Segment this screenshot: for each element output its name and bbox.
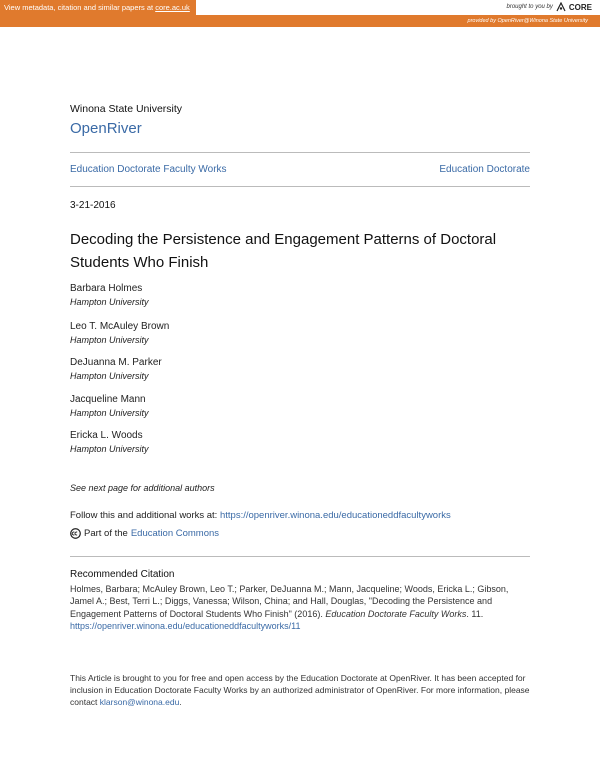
publication-date: 3-21-2016 [70,200,116,211]
see-next-page-note: See next page for additional authors [70,483,215,493]
author-name: Ericka L. Woods [70,430,143,441]
part-of-line [70,528,219,539]
contact-email-link[interactable]: klarson@winona.edu [99,697,180,707]
core-logo[interactable]: CORE [568,2,592,12]
author-name: Leo T. McAuley Brown [70,321,170,332]
repository-name[interactable]: OpenRiver [70,120,142,137]
follow-url-link[interactable]: https://openriver.winona.edu/educationeddfacultyworks [219,510,451,521]
divider-citation [70,556,530,557]
author-block [70,430,149,454]
author-block [70,394,149,418]
core-ac-uk-link[interactable]: core.ac.uk [155,3,190,12]
brought-text: brought to you by [506,4,553,10]
author-affiliation: Hampton University [70,371,149,381]
access-end: . [179,697,182,707]
brought-to-you-by [507,2,593,12]
author-name: Jacqueline Mann [70,394,146,405]
author-name: DeJuanna M. Parker [70,357,162,368]
follow-prefix: Follow this and additional works at: [70,510,220,521]
author-block [70,321,169,345]
author-block [70,357,162,381]
access-text: This Article is brought to you for free and open access by the Education Doctorate at OpenRiver. It has been accepted for inclusion in Education Doctorate Faculty Works by an authorized administrator of OpenRiver. For more information, please contact [70,673,530,707]
citation-text [70,583,530,632]
creative-commons-icon [70,528,81,539]
access-statement [70,672,530,708]
author-name: Barbara Holmes [70,283,143,294]
divider-collection [70,186,530,187]
view-metadata-link[interactable] [0,0,196,15]
core-logo-icon [556,2,566,12]
citation-number: . 11. [466,608,484,619]
citation-url-link[interactable]: https://openriver.winona.edu/educationeddfacultyworks/11 [70,620,301,631]
citation-body: Holmes, Barbara; McAuley Brown, Leo T.; Parker, DeJuanna M.; Mann, Jacqueline; Woods, Ericka L.; Gibson, Jamel A.; Best, Terri L.; Diggs, Vanessa; Wilson, China; and Hall, Douglas, "Decoding the Persistence and Engagement Patterns of Doctoral Students Who Finish" (2016). [70,584,509,619]
author-affiliation: Hampton University [70,408,149,418]
core-top-banner [0,0,600,15]
author-affiliation: Hampton University [70,297,149,307]
provided-by-text: provided by OpenRiver@Winona State University [467,18,588,24]
institution-name: Winona State University [70,103,183,115]
department-link[interactable]: Education Doctorate [439,164,530,175]
citation-series: Education Doctorate Faculty Works [325,608,467,619]
author-affiliation: Hampton University [70,335,149,345]
view-metadata-text: View metadata, citation and similar papers at [4,3,156,12]
author-block [70,283,149,307]
follow-line [70,510,451,521]
part-of-prefix: Part of the [84,528,128,539]
provided-by-bar [0,15,600,27]
recommended-citation-heading: Recommended Citation [70,569,175,580]
education-commons-link[interactable]: Education Commons [130,528,220,539]
divider-top [70,152,530,153]
paper-title: Decoding the Persistence and Engagement Patterns of Doctoral Students Who Finish [70,231,497,271]
author-affiliation: Hampton University [70,444,149,454]
collection-link[interactable]: Education Doctorate Faculty Works [70,164,227,175]
